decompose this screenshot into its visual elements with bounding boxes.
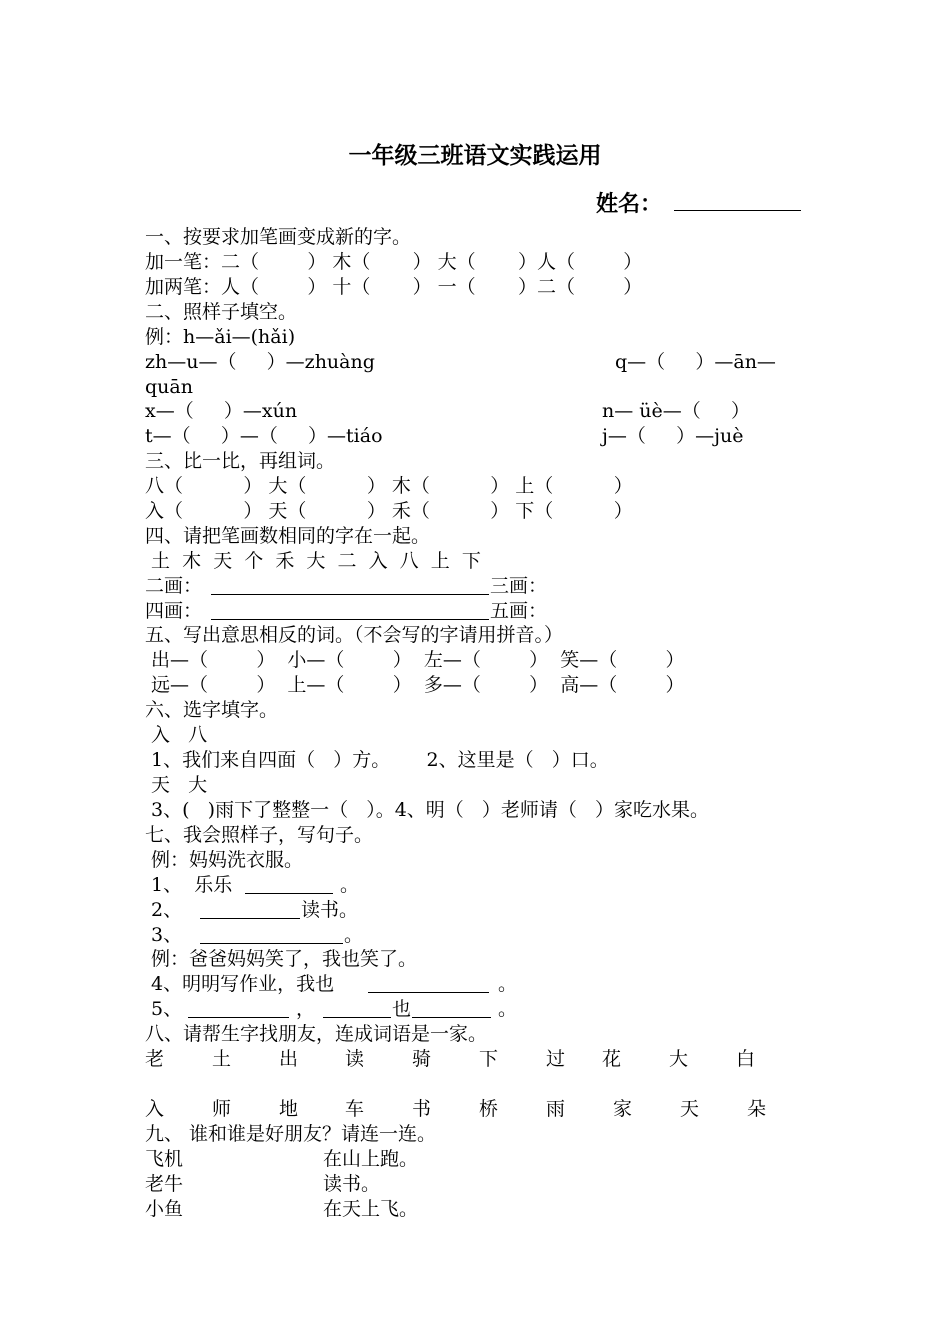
- section-2-row-1-right: q—（ ）—ān—: [615, 351, 776, 373]
- section-4-label-3: 三画：: [490, 575, 548, 597]
- section-1-heading: 一、按要求加笔画变成新的字。: [145, 226, 412, 248]
- section-6-question-2: 3、( )雨下了整整一（ ）。4、明（ ）老师请（ ）家吃水果。: [145, 799, 710, 821]
- section-8-char-8: 花: [602, 1048, 622, 1070]
- section-2-example: 例：h—ǎi—(hǎi): [145, 326, 296, 348]
- section-3-heading: 三、比一比，再组词。: [145, 450, 336, 472]
- section-7-line-4-start: 4、明明写作业，我也: [145, 973, 335, 995]
- section-7-line-5-comma: ，: [296, 998, 316, 1020]
- section-4-chars: 土 木 天 个 禾 大 二 入 八 上 下: [145, 550, 481, 572]
- section-7-blank-5c: [412, 1017, 491, 1018]
- section-7-example-1: 例：妈妈洗衣服。: [145, 849, 304, 871]
- section-9-right-2: 读书。: [323, 1173, 381, 1195]
- section-8-char-1: 老: [145, 1048, 165, 1070]
- section-7-blank-5a: [188, 1017, 289, 1018]
- section-9-left-1: 飞机: [145, 1148, 184, 1170]
- section-8-char-7: 过: [546, 1048, 566, 1070]
- section-6-pair-2: 天 大: [145, 774, 208, 796]
- section-6-question-1: 1、我们来自四面（ ）方。 2、这里是（ ）口。: [145, 749, 609, 771]
- section-7-line-3-end: 。: [344, 924, 364, 946]
- section-8-char-15: 书: [412, 1098, 432, 1120]
- section-8-char-3: 出: [279, 1048, 299, 1070]
- section-4-label-2: 二画：: [145, 575, 203, 597]
- section-5-row-1: 出—（ ） 小—（ ） 左—（ ） 笑—（ ）: [145, 649, 685, 671]
- name-blank: [674, 210, 801, 211]
- section-8-char-6: 下: [479, 1048, 499, 1070]
- section-5-heading: 五、写出意思相反的词。（不会写的字请用拼音。）: [145, 624, 564, 646]
- section-7-line-3-start: 3、: [145, 924, 183, 946]
- section-5-row-2: 远—（ ） 上—（ ） 多—（ ） 高—（ ）: [145, 674, 685, 696]
- section-2-row-2-right: n— üè—（ ）: [602, 400, 750, 422]
- section-7-blank-4: [368, 992, 489, 993]
- section-7-heading: 七、我会照样子，写句子。: [145, 824, 374, 846]
- section-9-left-3: 小鱼: [145, 1198, 184, 1220]
- section-2-row-2-left: x—（ ）—xún: [145, 400, 298, 422]
- section-4-blank-4: [211, 619, 489, 620]
- section-8-char-12: 师: [212, 1098, 232, 1120]
- section-7-line-4-end: 。: [492, 973, 518, 995]
- section-7-line-2-start: 2、: [145, 899, 183, 921]
- section-9-right-1: 在山上跑。: [323, 1148, 419, 1170]
- section-8-char-20: 朵: [747, 1098, 767, 1120]
- section-4-blank-2: [211, 594, 489, 595]
- section-9-right-3: 在天上飞。: [323, 1198, 419, 1220]
- section-9-heading: 九、 谁和谁是好朋友？请连一连。: [145, 1123, 437, 1145]
- section-8-char-14: 车: [345, 1098, 365, 1120]
- section-3-row-1: 八（ ） 大（ ） 木（ ） 上（ ）: [145, 475, 633, 497]
- section-8-char-10: 白: [736, 1048, 756, 1070]
- section-8-char-5: 骑: [412, 1048, 432, 1070]
- section-8-char-16: 桥: [479, 1098, 499, 1120]
- section-7-blank-1: [245, 893, 333, 894]
- section-2-row-1-left: zh—u—（ ）—zhuàng: [145, 351, 375, 373]
- section-1-row-1: 加一笔：二（ ） 木（ ） 大（ ）人（ ）: [145, 251, 643, 273]
- section-8-char-11: 入: [145, 1098, 165, 1120]
- section-8-char-13: 地: [279, 1098, 299, 1120]
- section-4-label-4: 四画：: [145, 600, 203, 622]
- section-7-line-1-end: 。: [334, 874, 360, 896]
- section-7-blank-5b: [323, 1017, 391, 1018]
- section-7-line-1-start: 1、 乐乐: [145, 874, 233, 896]
- section-2-row-1-wrap: quān: [145, 376, 193, 398]
- section-6-heading: 六、选字填字。: [145, 699, 279, 721]
- section-7-line-5-ye: 也: [392, 998, 412, 1020]
- section-2-row-3-left: t—（ ）—（ ）—tiáo: [145, 425, 383, 447]
- page-title: 一年级三班语文实践运用: [348, 143, 602, 169]
- section-8-char-17: 雨: [546, 1098, 566, 1120]
- section-8-char-18: 家: [613, 1098, 633, 1120]
- section-4-heading: 四、请把笔画数相同的字在一起。: [145, 525, 431, 547]
- section-7-line-5-end: 。: [492, 998, 518, 1020]
- section-3-row-2: 入（ ） 天（ ） 禾（ ） 下（ ）: [145, 500, 633, 522]
- section-7-line-5-start: 5、: [145, 998, 183, 1020]
- section-7-line-2-end: 读书。: [301, 899, 359, 921]
- section-2-row-3-right: j—（ ）—juè: [602, 425, 744, 447]
- section-8-char-4: 读: [345, 1048, 365, 1070]
- section-8-heading: 八、请帮生字找朋友，连成词语是一家。: [145, 1023, 488, 1045]
- section-9-left-2: 老牛: [145, 1173, 184, 1195]
- name-label: 姓名：: [596, 192, 663, 217]
- section-8-char-2: 土: [212, 1048, 232, 1070]
- section-1-row-2: 加两笔：人（ ） 十（ ） 一（ ）二（ ）: [145, 276, 643, 298]
- section-8-char-9: 大: [669, 1048, 689, 1070]
- section-7-blank-2: [200, 918, 300, 919]
- section-6-pair-1: 入 八: [145, 724, 208, 746]
- section-4-label-5: 五画：: [490, 600, 548, 622]
- section-8-char-19: 天: [680, 1098, 700, 1120]
- section-7-example-2: 例：爸爸妈妈笑了，我也笑了。: [145, 948, 418, 970]
- section-7-blank-3: [200, 943, 343, 944]
- section-2-heading: 二、照样子填空。: [145, 301, 298, 323]
